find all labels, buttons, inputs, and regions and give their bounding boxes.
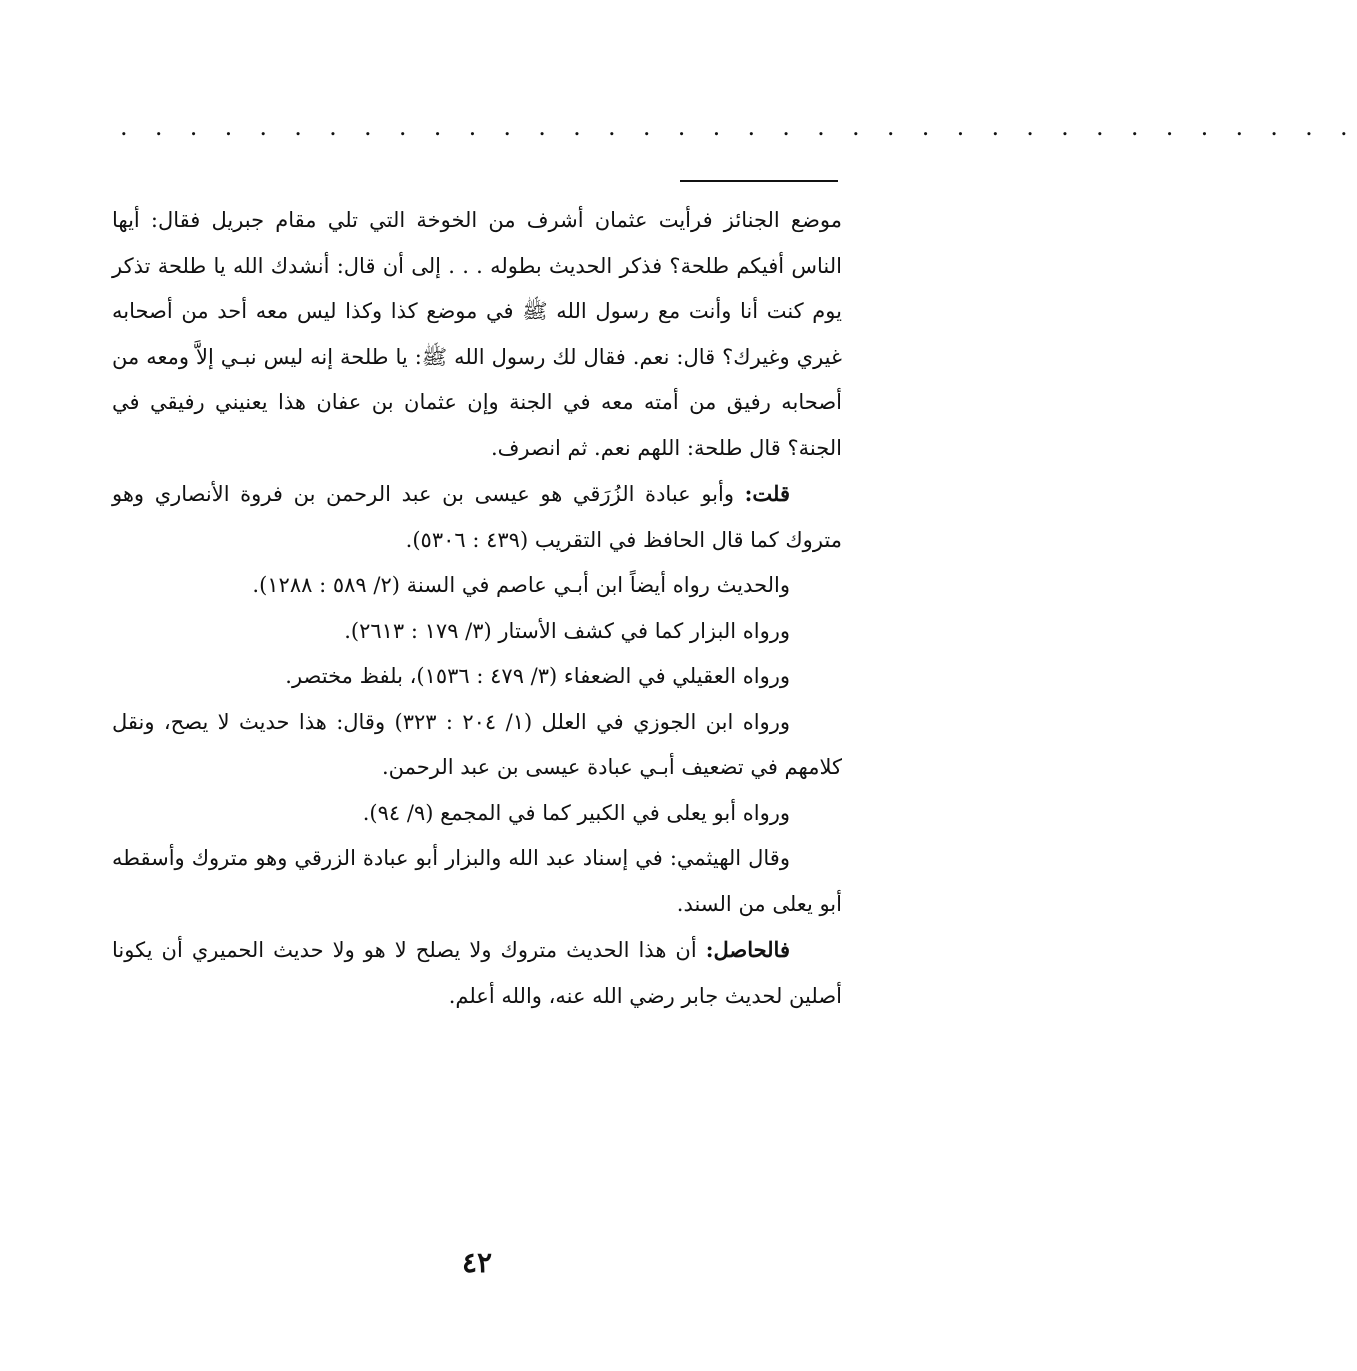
paragraph-uqayli: ورواه العقيلي في الضعفاء (٣/ ٤٧٩ : ١٥٣٦)، بلفظ مختصر. xyxy=(285,664,790,688)
paragraph-ibn-al-jawzi: ورواه ابن الجوزي في العلل (١/ ٢٠٤ : ٣٢٣) وقال: هذا حديث لا يصح، ونقل كلامهم في تضعيف أبـي عبادة عيسى بن عبد الرحمن. xyxy=(112,709,842,779)
paragraph-haythami: وقال الهيثمي: في إسناد عبد الله والبزار أبو عبادة الزرقي وهو متروك وأسقطه أبو يعلى من السند. xyxy=(112,846,842,916)
conclusion-label: فالحاصل: xyxy=(705,937,790,962)
paragraph-qult xyxy=(112,471,842,563)
paragraph-conclusion xyxy=(112,927,842,1019)
paragraph-hadith-text: موضع الجنائز فرأيت عثمان أشرف من الخوخة التي تلي مقام جبريل فقال: أيها الناس أفيكم طلحة؟ فذكر الحديث بطوله . . . إلى أن قال: أنشدك الله يا طلحة تذكر يوم كنت أنا وأنت مع رسول الله ﷺ في موضع كذا وكذا ليس معه أحد من أصحابه غيري وغيرك؟ قال: نعم. فقال لك رسول الله ﷺ: يا طلحة إنه ليس نبـي إلاَّ ومعه من أصحابه رفيق من أمته معه في الجنة وإن عثمان بن عفان هذا يعنيني رفيقي في الجنة؟ قال طلحة: اللهم نعم. ثم انصرف. xyxy=(112,208,842,460)
qult-text: وأبو عبادة الزُرَقي هو عيسى بن عبد الرحمن بن فروة الأنصاري وهو متروك كما قال الحافظ في التقريب (٤٣٩ : ٥٣٠٦). xyxy=(112,482,842,552)
qult-label: قلت: xyxy=(744,481,790,506)
paragraph-bazzar: ورواه البزار كما في كشف الأستار (٣/ ١٧٩ : ٢٦١٣). xyxy=(344,618,790,643)
footnote-rule xyxy=(680,180,838,182)
paragraph-ibn-abi-asim: والحديث رواه أيضاً ابن أبـي عاصم في السنة (٢/ ٥٨٩ : ١٢٨٨). xyxy=(252,573,790,597)
separator-dots: . . . . . . . . . . . . . . . . . . . . . . . . . . . . . . . . . . . . xyxy=(120,113,1357,141)
page-number: ٤٢ xyxy=(461,1246,493,1279)
paragraph-abu-yala: ورواه أبو يعلى في الكبير كما في المجمع (٩/ ٩٤). xyxy=(362,800,790,825)
conclusion-text: أن هذا الحديث متروك ولا يصلح لا هو ولا حديث الحميري أن يكونا أصلين لحديث جابر رضي الله عنه، والله أعلم. xyxy=(112,938,842,1008)
page-body xyxy=(112,198,842,1019)
